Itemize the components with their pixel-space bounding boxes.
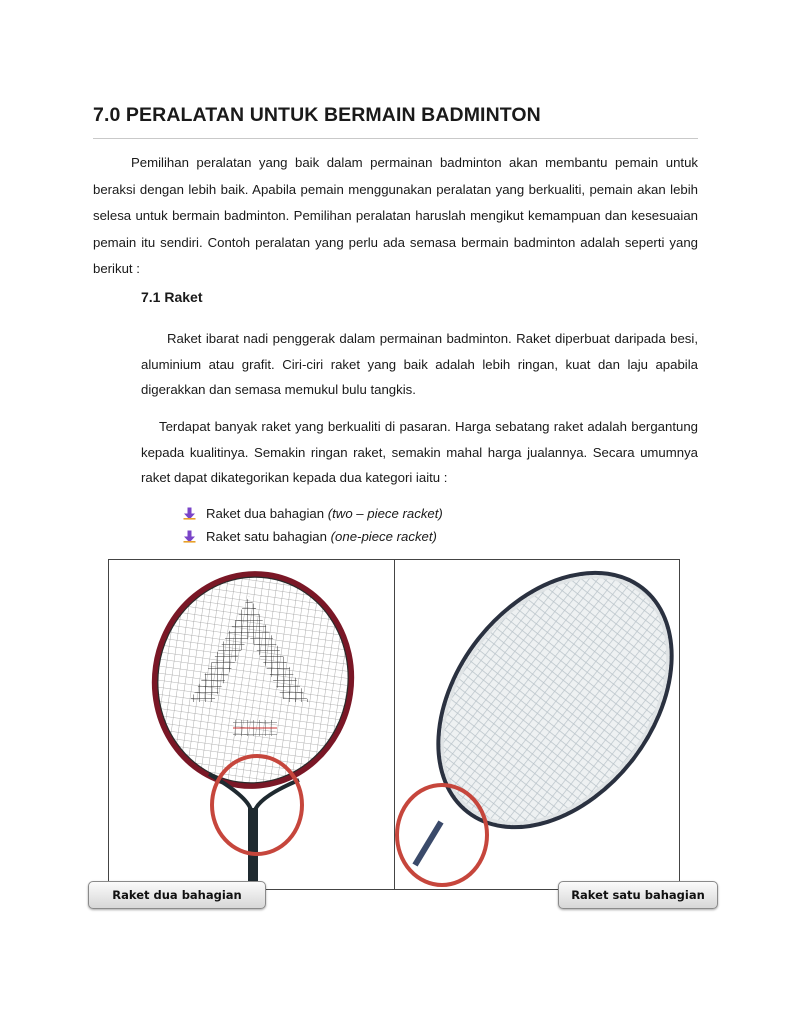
- list-item-english-term: (two – piece racket): [327, 506, 443, 521]
- list-item-label: Raket dua bahagian: [206, 506, 325, 521]
- intro-paragraph: Pemilihan peralatan yang baik dalam permainan badminton akan membantu pemain untuk beraksi dengan lebih baik. Apabila pemain menggunakan peralatan yang berkualiti, pemain akan lebih selesa untuk bermain badminton. Pemilihan peralatan haruslah mengikut kemampuan dan kesesuaian pemain itu sendiri. Contoh peralatan yang perlu ada semasa bermain badminton adalah seperti yang berikut :: [93, 155, 698, 276]
- one-piece-racket-image: [395, 560, 679, 889]
- list-item: [183, 525, 443, 548]
- list-item-english-term: (one-piece racket): [330, 529, 437, 544]
- list-item: [183, 502, 443, 525]
- caption-two-piece: Raket dua bahagian: [88, 881, 266, 909]
- caption-one-piece: Raket satu bahagian: [558, 881, 718, 909]
- figure-cell-one-piece: [394, 560, 679, 889]
- figure-cell-two-piece: [109, 560, 394, 889]
- arrow-bullet-icon: [183, 530, 196, 543]
- section-paragraph-1: Raket ibarat nadi penggerak dalam permainan badminton. Raket diperbuat daripada besi, aluminium atau grafit. Ciri-ciri raket yang baik adalah lebih ringan, kuat dan laju apabila digerakkan dan semasa memukul bulu tangkis.: [141, 331, 698, 397]
- section-heading: 7.1 Raket: [141, 289, 203, 305]
- arrow-bullet-icon: [183, 507, 196, 520]
- two-piece-racket-image: [109, 560, 394, 889]
- section-paragraph-2: Terdapat banyak raket yang berkualiti di pasaran. Harga sebatang raket adalah bergantung kepada kualitinya. Semakin ringan raket, semakin mahal harga jualannya. Secara umumnya raket dapat dikategorikan kepada dua kategori iaitu :: [141, 419, 698, 485]
- list-item-label: Raket satu bahagian: [206, 529, 327, 544]
- page-title: 7.0 PERALATAN UNTUK BERMAIN BADMINTON: [93, 104, 698, 139]
- racket-figure-table: [108, 559, 680, 890]
- racket-type-list: [183, 502, 443, 548]
